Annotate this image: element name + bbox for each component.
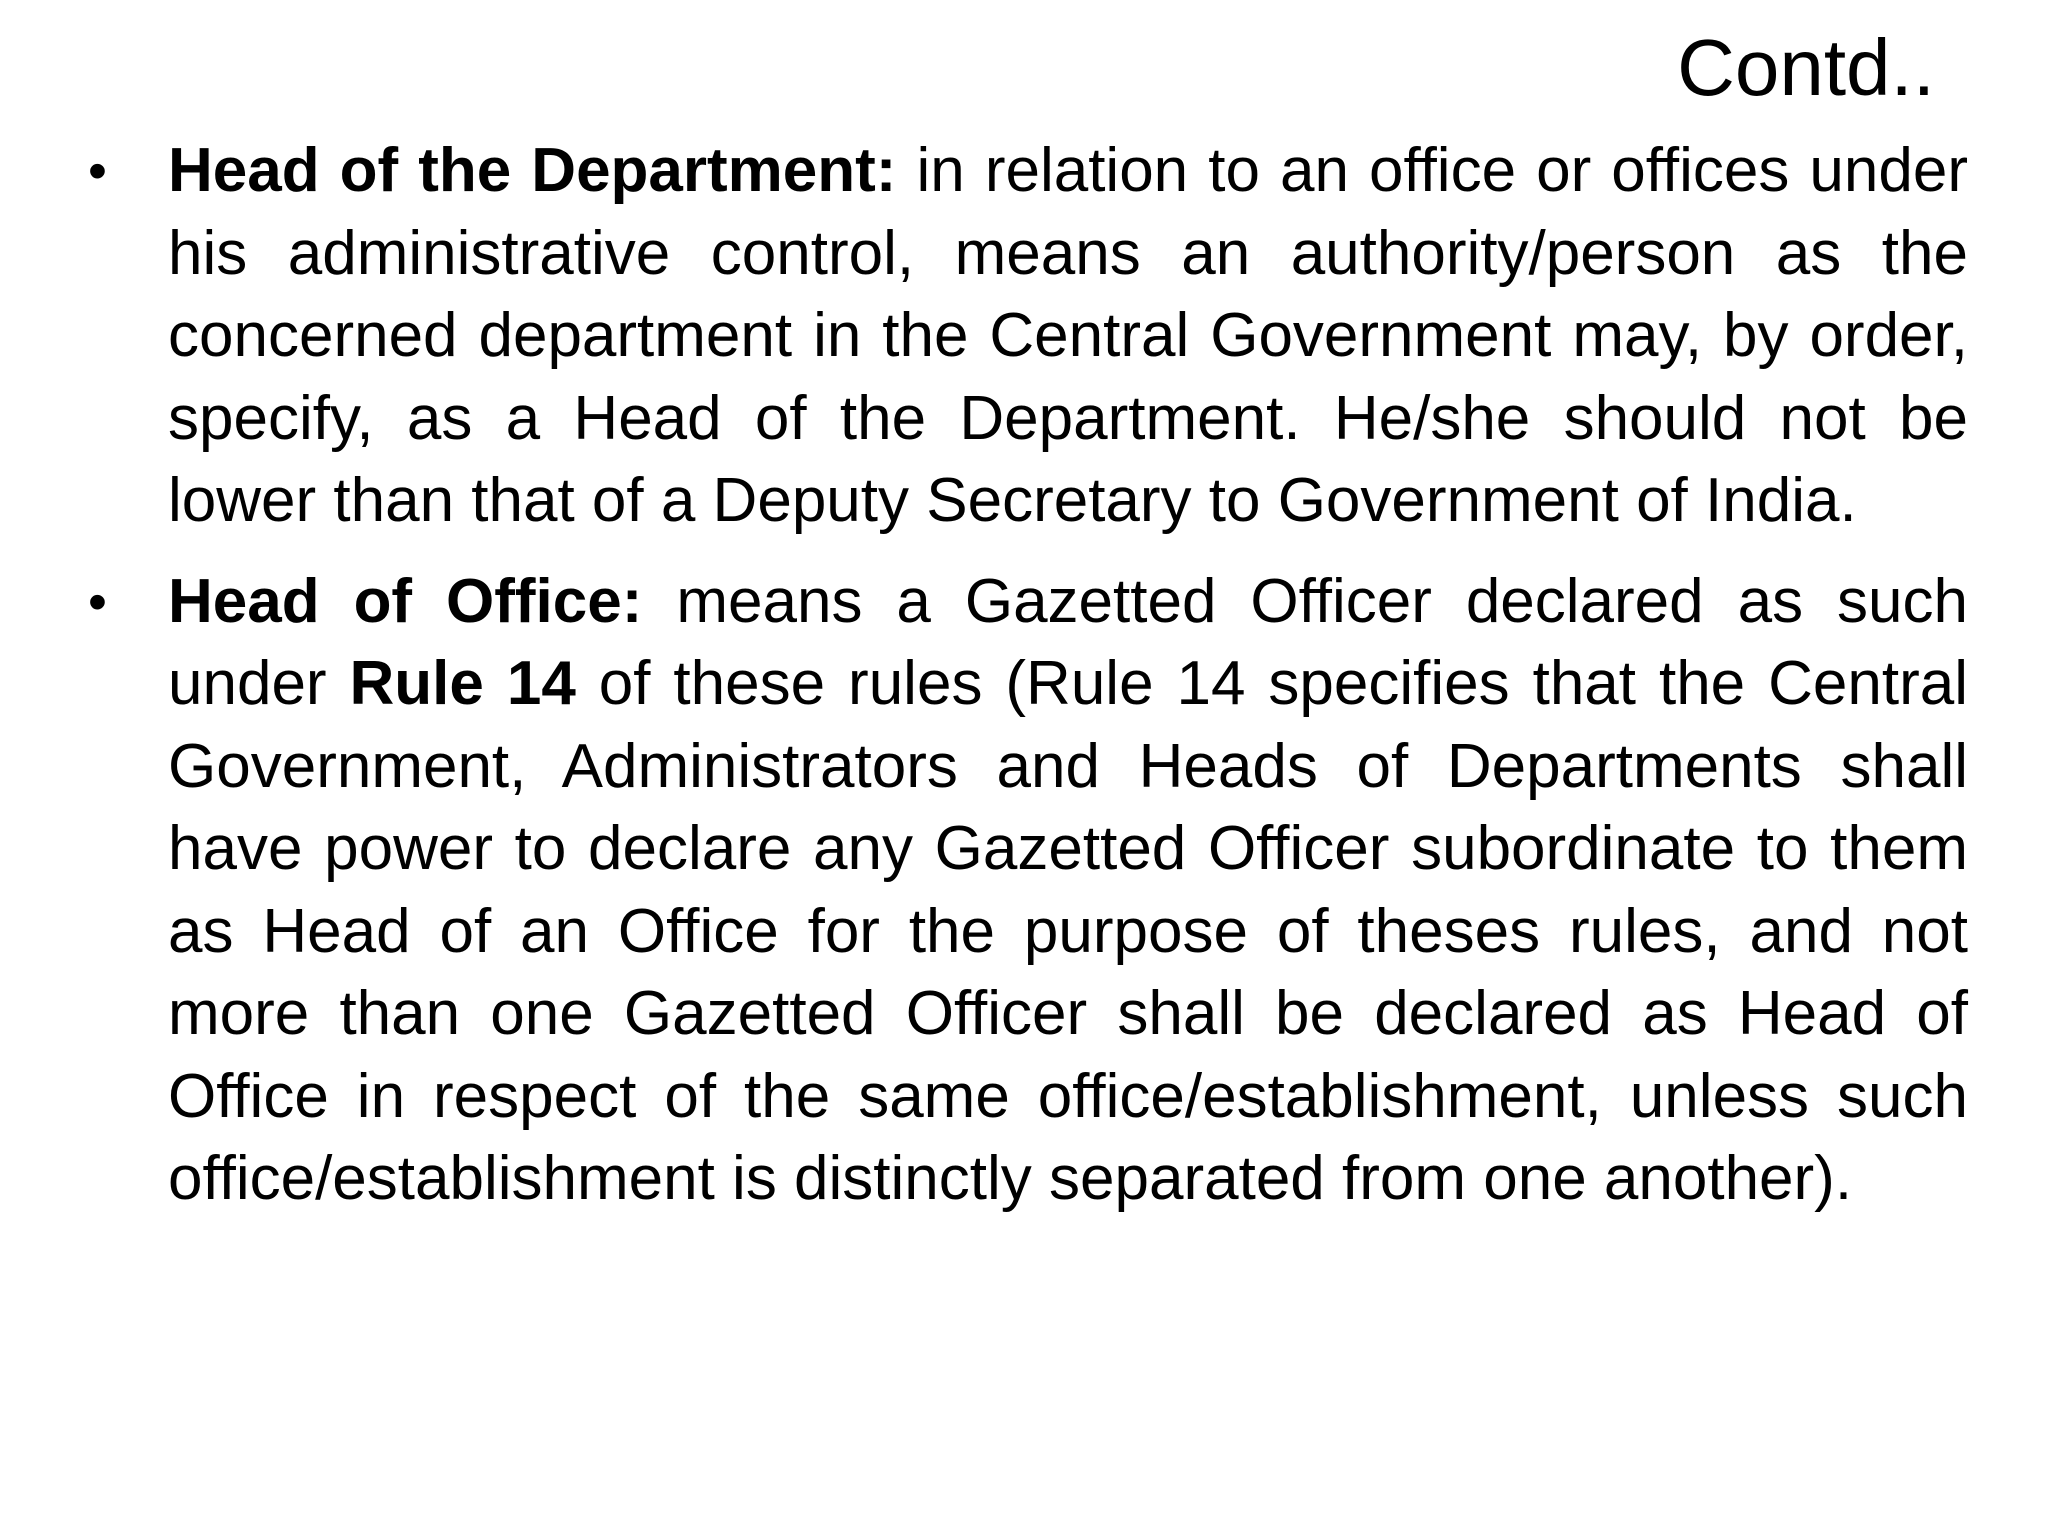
definition-head-of-department: in relation to an office or offices under his administrative control, means an authority/person as the concerned department in the Central Government may, by order, specify, as a Head of the Department. He/she should not be lower than that of a Deputy Secretary to Government of India. — [168, 136, 1968, 535]
definition-head-of-office-part1: means a Gazetted Officer declared as such under — [168, 566, 1968, 718]
term-head-of-office: Head of Office: — [168, 566, 643, 636]
bullet-item-head-of-department — [88, 130, 1968, 543]
slide-title: Contd.. — [1677, 23, 1935, 112]
bullet-item-head-of-office — [88, 561, 1968, 1221]
bullet-icon: • — [88, 571, 107, 632]
definition-head-of-office-part2: of these rules (Rule 14 specifies that the Central Government, Administrators and Heads of Departments shall have power to declare any Gazetted Officer subordinate to them as Head of an Office for the purpose of theses rules, and not more than one Gazetted Officer shall be declared as Head of Office in respect of the same office/establishment, unless such office/establishment is distinctly separated from one another). — [168, 649, 1968, 1213]
rule-reference: Rule 14 — [349, 649, 576, 718]
bullet-icon: • — [88, 141, 107, 201]
bullet-list — [88, 130, 1968, 1239]
term-head-of-department: Head of the Department: — [168, 136, 897, 205]
